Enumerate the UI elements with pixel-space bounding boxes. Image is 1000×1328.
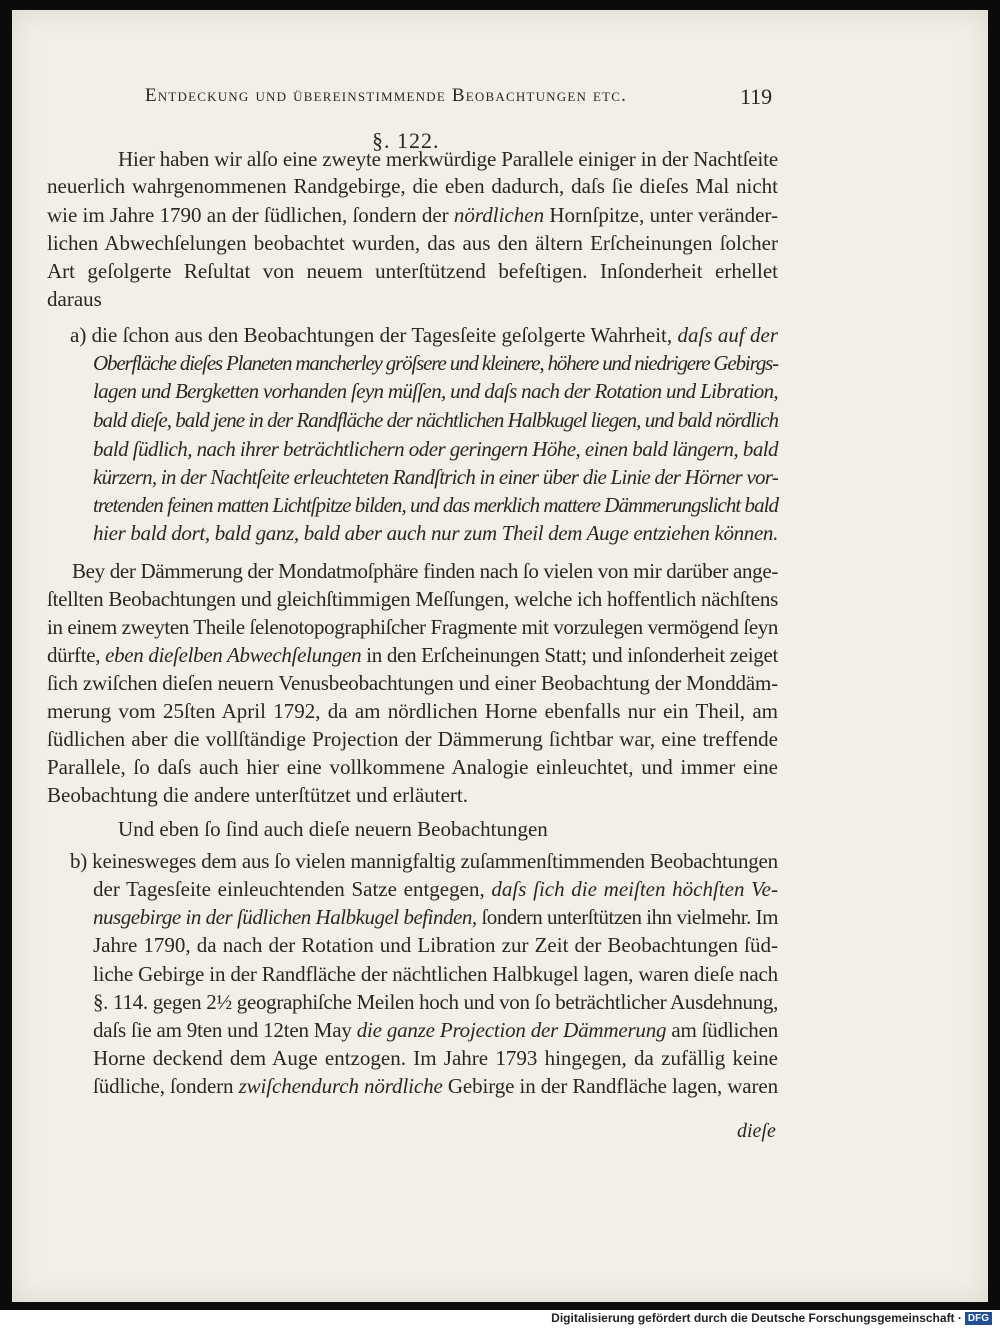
text-line <box>47 613 778 641</box>
text-segment: §. 114. gegen 2½ geographiſche Meilen hoch und von ſo beträchtlicher Ausdehnung, <box>93 990 778 1014</box>
running-title: Entdeckung und übereinstimmende Beobachtungen etc. <box>145 85 628 106</box>
text-line <box>93 349 778 377</box>
italic-segment: tretenden feinen matten Lichtſpitze bilden, und das merklich mattere Dämmerungslicht bald <box>93 493 778 517</box>
text-segment: Beobachtung die andere unterſtützet und erläutert. <box>47 783 468 807</box>
text-segment: ſtellten Beobachtungen und gleichſtimmigen Meſſungen, welche ich hoffentlich nächſtens <box>47 587 778 611</box>
page-text <box>12 10 988 1302</box>
italic-segment: hier bald dort, bald ganz, bald aber auch nur zum Theil dem Auge entziehen können. <box>93 521 778 545</box>
text-line <box>93 1016 778 1044</box>
text-segment: daraus <box>47 287 102 311</box>
text-segment: a) die ſchon aus den Beobachtungen der Tagesſeite geſolgerte Wahrheit, <box>70 323 678 347</box>
text-segment: Und eben ſo ſind auch dieſe neuern Beobachtungen <box>118 817 548 841</box>
text-line <box>93 519 778 547</box>
text-line <box>70 847 778 875</box>
book-page <box>12 10 988 1302</box>
text-line <box>47 725 778 753</box>
text-line <box>47 285 102 313</box>
italic-segment: nusgebirge in der ſüdlichen Halbkugel befinden, <box>93 905 477 929</box>
italic-segment: die ganze Projection der Dämmerung <box>356 1018 667 1042</box>
text-line <box>93 988 778 1016</box>
text-segment: Hornſpitze, unter veränder- <box>544 203 778 227</box>
italic-segment: daſs auf der <box>677 323 778 347</box>
text-line <box>47 697 778 725</box>
text-segment: in einem zweyten Theile ſelenotopographiſcher Fragmente mit vorzulegen vermögend ſeyn <box>47 615 778 639</box>
italic-segment: lagen und Bergketten vorhanden ſeyn müſſen, und daſs nach der Rotation und Libration, <box>93 379 778 403</box>
text-segment: der Tagesſeite einleuchtenden Satze entgegen, <box>93 877 492 901</box>
section-heading: §. 122. <box>372 128 440 153</box>
text-line <box>47 172 778 200</box>
italic-segment: kürzern, in der Nachtſeite erleuchteten Randſtrich in einer über die Linie der Hörner vor- <box>93 465 778 489</box>
text-segment: neuerlich wahrgenommenen Randgebirge, die eben dadurch, daſs ſie dieſes Mal nicht <box>47 174 778 198</box>
italic-segment: eben dieſelben Abwechſelungen <box>105 643 362 667</box>
text-line <box>93 931 778 959</box>
text-line <box>47 201 778 229</box>
italic-segment: nördlichen <box>453 203 545 227</box>
italic-segment: zwiſchendurch nördliche <box>238 1074 443 1098</box>
text-segment: Bey der Dämmerung der Mondatmoſphäre finden nach ſo vielen von mir darüber ange- <box>72 559 778 583</box>
text-segment: Art geſolgerte Reſultat von neuem unterſtützend befeſtigen. Inſonderheit erhellet <box>47 259 778 283</box>
text-segment: ſondern unterſtützen ihn vielmehr. Im <box>476 905 778 929</box>
text-line <box>47 641 778 669</box>
text-line <box>93 1072 778 1100</box>
footer-text: Digitalisierung gefördert durch die Deutsche Forschungsgemeinschaft · <box>551 1311 962 1325</box>
text-line <box>93 435 778 463</box>
italic-segment: bald ſüdlich, nach ihrer beträchtlichern oder geringern Höhe, einen bald längern, bald <box>93 437 778 461</box>
text-line <box>93 463 778 491</box>
text-line <box>47 669 778 697</box>
text-line <box>47 585 778 613</box>
text-line <box>118 815 548 843</box>
text-segment: lichen Abwechſelungen beobachtet wurden, das aus den ältern Erſcheinungen ſolcher <box>47 231 778 255</box>
text-line <box>93 406 778 434</box>
italic-segment: daſs ſich die meiſten höchſten Ve- <box>491 877 779 901</box>
text-line <box>47 257 778 285</box>
text-line <box>47 781 468 809</box>
text-segment: merung vom 25ſten April 1792, da am nördlichen Horne ebenfalls nur ein Theil, am <box>47 699 778 723</box>
text-line <box>93 1044 778 1072</box>
text-segment: Horne deckend dem Auge entzogen. Im Jahre 1793 hingegen, da zufällig keine <box>93 1046 778 1070</box>
text-line <box>70 321 778 349</box>
catchword: dieſe <box>737 1120 776 1142</box>
page-number: 119 <box>740 84 773 109</box>
text-segment: daſs ſie am 9ten und 12ten May <box>93 1018 357 1042</box>
footer-credit <box>551 1311 992 1325</box>
text-line <box>93 377 778 405</box>
text-segment: Hier haben wir alſo eine zweyte merkwürdige Parallele einiger in der Nachtſeite <box>118 147 778 171</box>
text-line <box>118 145 778 173</box>
text-segment: Gebirge in der Randfläche lagen, waren <box>442 1074 778 1098</box>
text-segment: Jahre 1790, da nach der Rotation und Libration zur Zeit der Beobachtungen ſüd- <box>93 933 778 957</box>
italic-segment: bald dieſe, bald jene in der Randfläche der nächtlichen Halbkugel liegen, und bald nördlich <box>93 408 778 432</box>
dfg-logo: DFG <box>965 1312 992 1325</box>
text-segment: b) keinesweges dem aus ſo vielen mannigfaltig zuſammenſtimmenden Beobachtungen <box>70 849 778 873</box>
text-line <box>47 753 778 781</box>
text-segment: liche Gebirge in der Randfläche der nächtlichen Halbkugel lagen, waren dieſe nach <box>93 962 778 986</box>
text-segment: am ſüdlichen <box>666 1018 778 1042</box>
text-segment: dürfte, <box>47 643 106 667</box>
italic-segment: Oberfläche dieſes Planeten mancherley gröſsere und kleinere, höhere und niedrigere Gebirgs- <box>93 351 778 375</box>
text-segment: ſüdliche, ſondern <box>93 1074 239 1098</box>
text-segment: ſich zwiſchen dieſen neuern Venusbeobachtungen und einer Beobachtung der Monddäm- <box>47 671 778 695</box>
text-line <box>47 229 778 257</box>
text-segment: in den Erſcheinungen Statt; und inſonderheit zeiget <box>361 643 778 667</box>
text-line <box>93 875 778 903</box>
text-segment: wie im Jahre 1790 an der ſüdlichen, ſondern der <box>47 203 454 227</box>
text-line <box>72 557 778 585</box>
text-line <box>93 903 778 931</box>
text-line <box>93 491 778 519</box>
text-segment: Parallele, ſo daſs auch hier eine vollkommene Analogie einleuchtet, und immer eine <box>47 755 778 779</box>
text-segment: ſüdlichen aber die vollſtändige Projection der Dämmerung ſichtbar war, eine treffende <box>47 727 778 751</box>
text-line <box>93 960 778 988</box>
